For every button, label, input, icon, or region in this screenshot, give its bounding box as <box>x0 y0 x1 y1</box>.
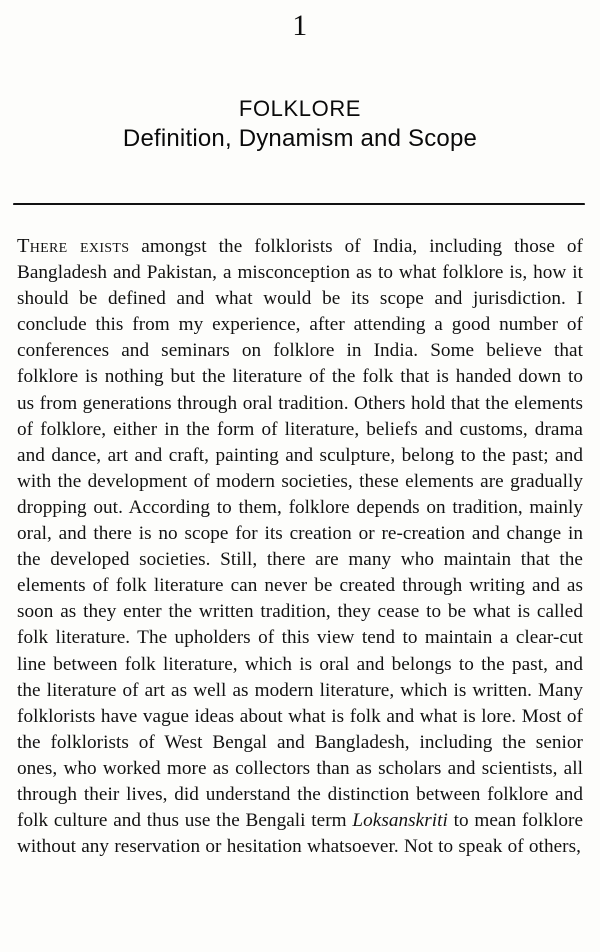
page-subtitle: Definition, Dynamism and Scope <box>122 125 478 152</box>
body-text <box>17 233 583 860</box>
page-title: FOLKLORE <box>238 96 362 121</box>
body-text-part-1: amongst the folklorists of India, including those of Bangladesh and Pakistan, a misconception as to what folklore is, how it should be defined and what would be its scope and jurisdiction. I conclude this from my experience, after attending a good number of conferences and seminars on folklore in India. Some believe that folklore is nothing but the literature of the folk that is handed down to us from generations through oral tradition. Others hold that the elements of folklore, either in the form of literature, beliefs and customs, drama and dance, art and craft, painting and sculpture, belong to the past; and with the development of modern societies, these elements are gradually dropping out. According to them, folklore depends on tradition, mainly oral, and there is no scope for its creation or re-creation and change in the developed societies. Still, there are many who maintain that the elements of folk literature can never be created through writing and as soon as they enter the written tradition, they cease to be what is called folk literature. The upholders of this view tend to maintain a clear-cut line between folk literature, which is oral and belongs to the past, and the literature of art as well as modern literature, which is written. Many folklorists have vague ideas about what is folk and what is lore. Most of the folklorists of West Bengal and Bangladesh, including the senior ones, who worked more as collectors than as scholars and scientists, all through their lives, did understand the distinction between folklore and folk culture and thus use the Bengali term <box>17 236 583 832</box>
body-paragraph <box>17 233 583 860</box>
title-block <box>0 96 600 154</box>
opening-smallcaps: There exists <box>17 235 130 257</box>
italic-term: Loksanskriti <box>352 810 448 832</box>
horizontal-rule <box>13 203 585 205</box>
body-text-part-2: to mean folklore without any reservation or hesitation whatsoever. Not to speak of others, <box>17 810 584 858</box>
chapter-number: 1 <box>292 9 308 42</box>
